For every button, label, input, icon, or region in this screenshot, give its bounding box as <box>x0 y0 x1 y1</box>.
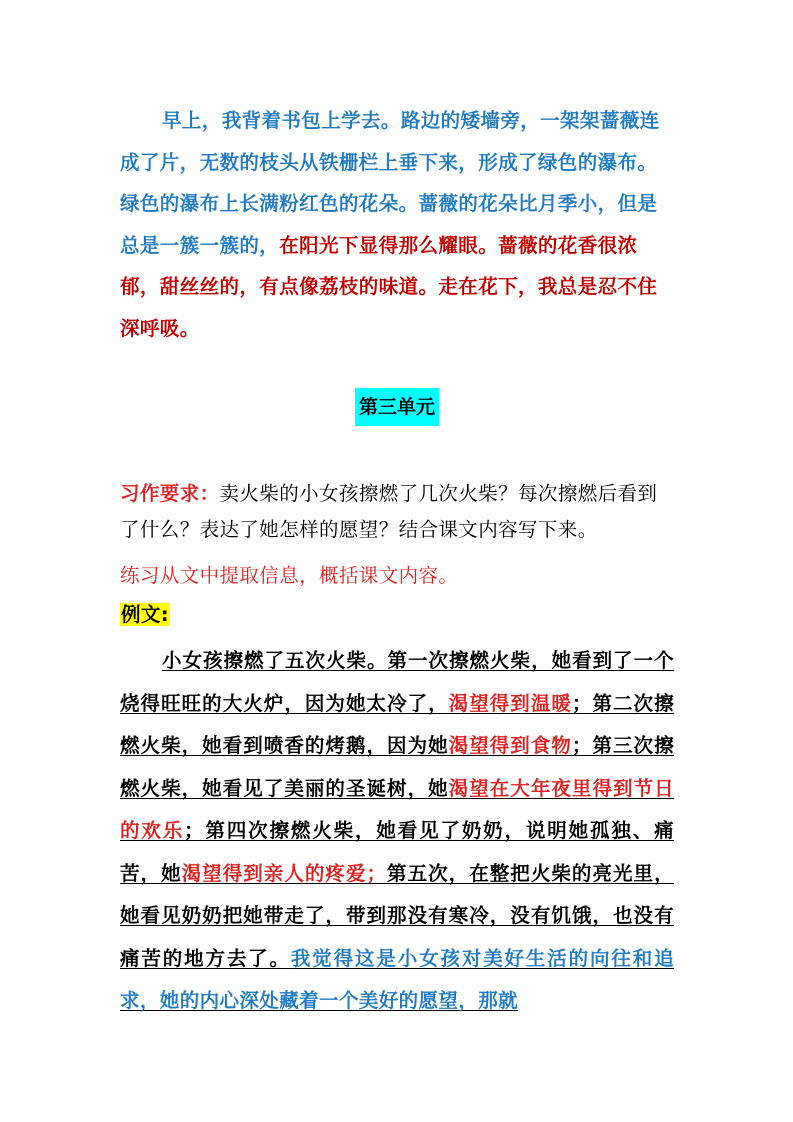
intro-sentence-1: 早上，我背着书包上学去。 <box>162 109 401 132</box>
intro-sentence-6: 在阳光下显得那么耀眼。 <box>279 233 499 257</box>
essay-highlight-1: 渴望得到温暖 <box>448 691 572 715</box>
unit-heading <box>120 388 674 426</box>
essay-text-3: ；第三次擦燃火柴，她看见了美丽的圣诞树，她 <box>120 734 674 800</box>
essay-text-5: 第五次，在整把火柴的亮光里，她看见奶奶把她带走了，带到那没有寒冷，没有饥饿，也没有痛苦的地方去了。 <box>120 861 674 970</box>
intro-paragraph <box>120 100 674 350</box>
essay-text-1: 小女孩擦燃了五次火柴。第一次擦燃火柴，她看到了一个烧得旺旺的大火炉，因为她太冷了， <box>120 649 674 715</box>
essay-text-2: ；第二次擦燃火柴，她看到喷香的烤鹅，因为她 <box>120 691 674 757</box>
example-label-line <box>120 598 170 632</box>
essay-highlight-4: 渴望得到亲人的疼爱； <box>181 861 387 885</box>
unit-title: 第三单元 <box>355 388 439 426</box>
practice-note: 练习从文中提取信息，概括课文内容。 <box>120 564 459 587</box>
prompt-label: 习作要求： <box>120 482 220 505</box>
intro-sentence-4: 长满粉红色的花朵。 <box>239 192 419 216</box>
intro-sentence-7: 蔷薇的花香很浓郁，甜丝丝的，有点像荔枝的味道。 <box>120 233 638 299</box>
example-label: 例文: <box>121 603 169 626</box>
essay-text-4: ；第四次擦燃火柴，她看见了奶奶，说明她孤独、痛苦，她 <box>120 819 674 885</box>
essay-conclusion: 我觉得这是小女孩对美好生活的向往和追求，她的内心深处藏着一个美好的愿望，那就 <box>120 946 675 1012</box>
essay-highlight-2: 渴望得到食物 <box>448 734 572 757</box>
intro-sentence-5: 蔷薇的花朵比月季小，但是总是一簇一簇的， <box>120 192 658 257</box>
essay-highlight-3: 渴望在大年夜里得到节日的欢乐 <box>120 776 674 842</box>
intro-sentence-8: 走在花下，我总是忍不住深呼吸。 <box>120 275 658 340</box>
example-essay <box>120 640 674 1023</box>
intro-sentence-2: 路边的矮墙旁，一架架蔷薇连成了片，无数的枝头从铁栅栏上垂下来，形成了绿色的瀑布。 <box>120 109 660 174</box>
writing-prompt <box>120 476 674 548</box>
intro-sentence-3: 绿色的瀑布上 <box>120 192 240 216</box>
prompt-text: 卖火柴的小女孩擦燃了几次火柴？每次擦燃后看到了什么？表达了她怎样的愿望？结合课文内容写下来。 <box>120 482 658 541</box>
